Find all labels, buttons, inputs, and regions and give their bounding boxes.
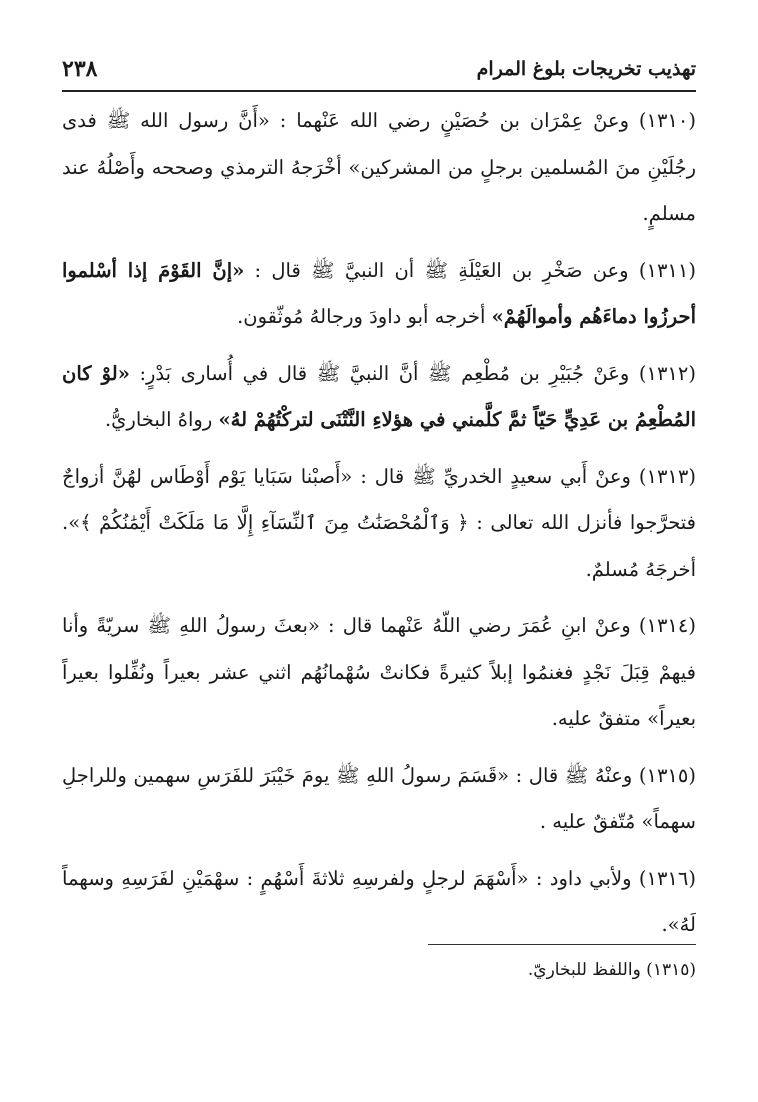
running-header (62, 56, 696, 92)
hadith-1315 (62, 753, 696, 846)
hadith-number: (١٣١٢) (638, 361, 696, 385)
hadith-quote: «إنَّ القَوْمَ إذا أسْلموا أحرزُوا دماءَهُم وأموالَهُمْ» (62, 258, 696, 328)
hadith-text: وعنْ ابنِ عُمَرَ رضي اللّهُ عَنْهما قال : «بعثَ رسولُ اللهِ ﷺ سريّةً وأنا فيهمْ قِبَلَ نَجْدٍ فغنمُوا إبلاً كثيرةً فكانتْ سُهْمانُهُم اثني عشر بعيراً ونُفِّلوا بعيراً بعيراً» متفقٌ عليه. (62, 614, 696, 730)
hadith-number: (١٣١٣) (638, 464, 696, 488)
hadith-text: وعنْ عِمْرَان بن حُصَيْنٍ رضي الله عَنْهما : «أَنَّ رسول الله ﷺ فدى رجُلَيْنِ منَ المُسلمين برجلٍ من المشركين» أخْرَجهُ الترمذي وصححه وأَصْلُهُ عند مسلمٍ. (62, 109, 696, 225)
hadith-number: (١٣١٥) (638, 763, 696, 787)
hadith-1312 (62, 351, 696, 444)
hadith-1313 (62, 454, 696, 594)
footnote: (١٣١٥) واللفظ للبخاريّ. (527, 960, 696, 980)
hadith-text: وعَنْ جُبَيْرِ بن مُطْعِم ﷺ أنَّ النبيَّ ﷺ قال في أُسارى بَدْرٍ: (129, 361, 639, 385)
hadith-text: رواهُ البخاريُّ. (104, 408, 219, 431)
hadith-text: وعنْهُ ﷺ قال : «قَسَمَ رسولُ اللهِ ﷺ يومَ خَيْبَرَ للفَرَسِ سهمين وللراجلِ سهماً» مُتّفقٌ عليه . (62, 763, 696, 833)
hadith-text: وعن صَخْرِ بن العَيْلَةِ ﷺ أن النبيَّ ﷺ قال : (244, 258, 639, 282)
hadith-number: (١٣١٦) (638, 866, 696, 890)
hadith-1311 (62, 248, 696, 341)
hadith-text: وعنْ أَبي سعيدٍ الخدريِّ ﷺ قال : «أَصبْنا سَبَايا يَوْم أَوْطَاس لهُنَّ أزواجٌ فتحرَّجوا فأنزل الله تعالى : ﴿ وَٱلْمُحْصَنَٰتُ مِنَ ٱلنِّسَآءِ إِلَّا مَا مَلَكَتْ أَيْمَٰنُكُمْ ﴾». أخرجَهُ مُسلمٌ. (62, 464, 696, 581)
hadith-quote: «لوْ كان المُطْعِمُ بن عَدِيٍّ حَيّاً ثمَّ كلَّمني في هؤلاءِ النَّتْنَى لتركْتُهُمْ لهُ» (62, 361, 696, 431)
hadith-1314 (62, 603, 696, 743)
hadith-number: (١٣١١) (638, 258, 696, 282)
hadith-list (62, 98, 696, 959)
hadith-text: ولأبي داود : «أَسْهَمَ لرجلٍ ولفرسِهِ ثلاثةَ أَسْهُمٍ : سهْمَيْنِ لفَرَسِهِ وسهماً لَهُ». (62, 866, 696, 936)
page-number: ٢٣٨ (62, 56, 98, 82)
header-title: تهذيب تخريجات بلوغ المرام (476, 58, 696, 80)
footnote-divider (428, 944, 696, 945)
hadith-1316 (62, 856, 696, 949)
hadith-number: (١٣١٤) (638, 614, 696, 637)
hadith-1310 (62, 98, 696, 238)
hadith-text: أخرجه أبو داودَ ورجالهُ مُوثّقون. (237, 305, 492, 328)
hadith-number: (١٣١٠) (638, 109, 696, 132)
